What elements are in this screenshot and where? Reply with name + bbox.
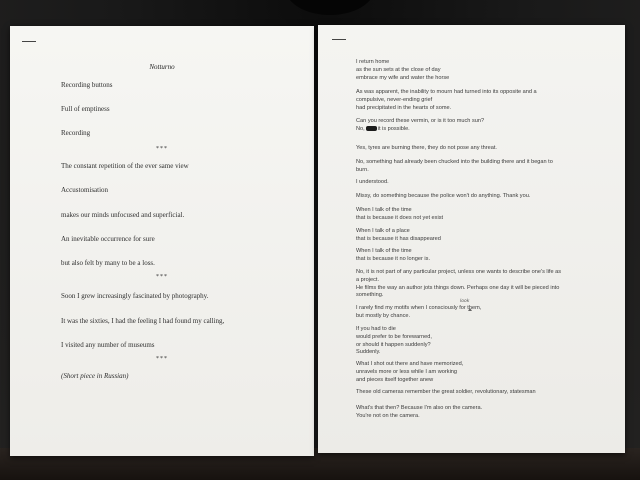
poem-line: but also felt by many to be a loss.	[61, 259, 155, 267]
text-block	[356, 389, 616, 397]
text-line: As was apparent, the inability to mourn had turned into its opposite and a	[356, 89, 537, 95]
text-block	[356, 193, 616, 201]
text-line: No, something had already been chucked into the building there and it began to	[356, 159, 553, 165]
text-line: that is because it does not yet exist	[356, 214, 444, 221]
text-line: These old cameras remember the great soldier, revolutionary, statesman	[356, 389, 536, 395]
text-line: He films the way an author jots things down. Perhaps one day it will be pieced into	[356, 284, 560, 291]
poem-line: makes our minds unfocused and superficial.	[61, 211, 185, 219]
text-line: that is because it no longer is.	[356, 255, 431, 262]
text-line: embrace my wife and water the horse	[356, 74, 450, 81]
section-separator: ***	[156, 274, 168, 280]
text-fragment: it is possible.	[377, 125, 410, 132]
poem-line: Soon I grew increasingly fascinated by photography.	[61, 292, 209, 300]
poem-line: The constant repetition of the ever same view	[61, 162, 189, 170]
poem-line: I visited any number of museums	[61, 341, 155, 349]
poem-line: Accustomisation	[61, 186, 109, 194]
section-separator: ***	[156, 146, 168, 152]
text-block	[356, 305, 616, 321]
text-block	[356, 59, 616, 82]
text-block	[356, 207, 616, 223]
poem-note: (Short piece in Russian)	[61, 372, 129, 380]
handwritten-note: look	[460, 299, 470, 304]
text-line: What's that then? Because I'm also on the camera.	[356, 405, 483, 411]
text-block	[356, 248, 616, 264]
text-line: When I talk of a place	[356, 228, 410, 234]
poem-line: Recording	[61, 129, 91, 137]
text-block	[356, 145, 616, 153]
text-line: What I shot out there and have memorized,	[356, 361, 464, 367]
text-block	[356, 269, 616, 300]
text-line: compulsive, never-ending grief	[356, 96, 433, 103]
text-block	[356, 159, 616, 175]
poem-line: Recording buttons	[61, 81, 113, 89]
text-block	[356, 89, 616, 112]
text-line: No, it is not part of any particular project, unless one wants to describe one's life as	[356, 269, 562, 275]
text-line: and pieces itself together anew	[356, 376, 434, 383]
text-line: something.	[356, 292, 384, 299]
text-line: that is because it has disappeared	[356, 235, 441, 242]
text-line: or should it happen suddenly?	[356, 341, 431, 348]
text-block	[356, 326, 616, 357]
text-block	[356, 179, 616, 187]
text-line: unravels more or less while I am working	[356, 368, 458, 375]
text-line: as the sun sets at the close of day	[356, 66, 441, 73]
text-line: I rarely find my motifs when I consciously for them,	[356, 305, 482, 311]
text-line: When I talk of the time	[356, 248, 412, 254]
left-page	[10, 26, 314, 456]
page-mark	[22, 41, 36, 42]
text-line: Missy, do something because the police won't do anything. Thank you.	[356, 193, 531, 199]
text-line: Yes, tyres are burning there, they do not pose any threat.	[356, 145, 497, 151]
right-page	[318, 25, 625, 453]
text-line: When I talk of the time	[356, 207, 412, 213]
lamp-shadow	[285, 0, 375, 15]
poem-title: Notturno	[149, 63, 175, 71]
text-line: I understood.	[356, 179, 389, 185]
poem-line: An inevitable occurrence for sure	[61, 235, 155, 243]
poem-line: It was the sixties, I had the feeling I had found my calling,	[61, 317, 225, 325]
redacted-line	[356, 126, 616, 134]
text-fragment: No,	[356, 125, 365, 132]
page-mark	[332, 39, 346, 40]
text-line: Suddenly.	[356, 349, 381, 356]
poem-line: Full of emptiness	[61, 105, 110, 113]
redaction-mark	[366, 126, 377, 131]
section-separator: ***	[156, 356, 168, 362]
text-line: If you had to die	[356, 326, 396, 332]
text-block	[356, 361, 616, 384]
text-block	[356, 405, 616, 421]
text-line: a project.	[356, 276, 380, 283]
text-block	[356, 118, 616, 134]
text-line: would prefer to be forewarned,	[356, 333, 432, 340]
text-line: but mostly by chance.	[356, 312, 411, 319]
text-line: Can you record these vermin, or is it too much sun?	[356, 118, 485, 124]
text-line: I return home	[356, 59, 390, 65]
text-line: had precipitated in the hearts of some.	[356, 104, 452, 111]
text-line: You're not on the camera.	[356, 412, 420, 419]
text-block	[356, 228, 616, 244]
text-line: burn.	[356, 166, 369, 173]
